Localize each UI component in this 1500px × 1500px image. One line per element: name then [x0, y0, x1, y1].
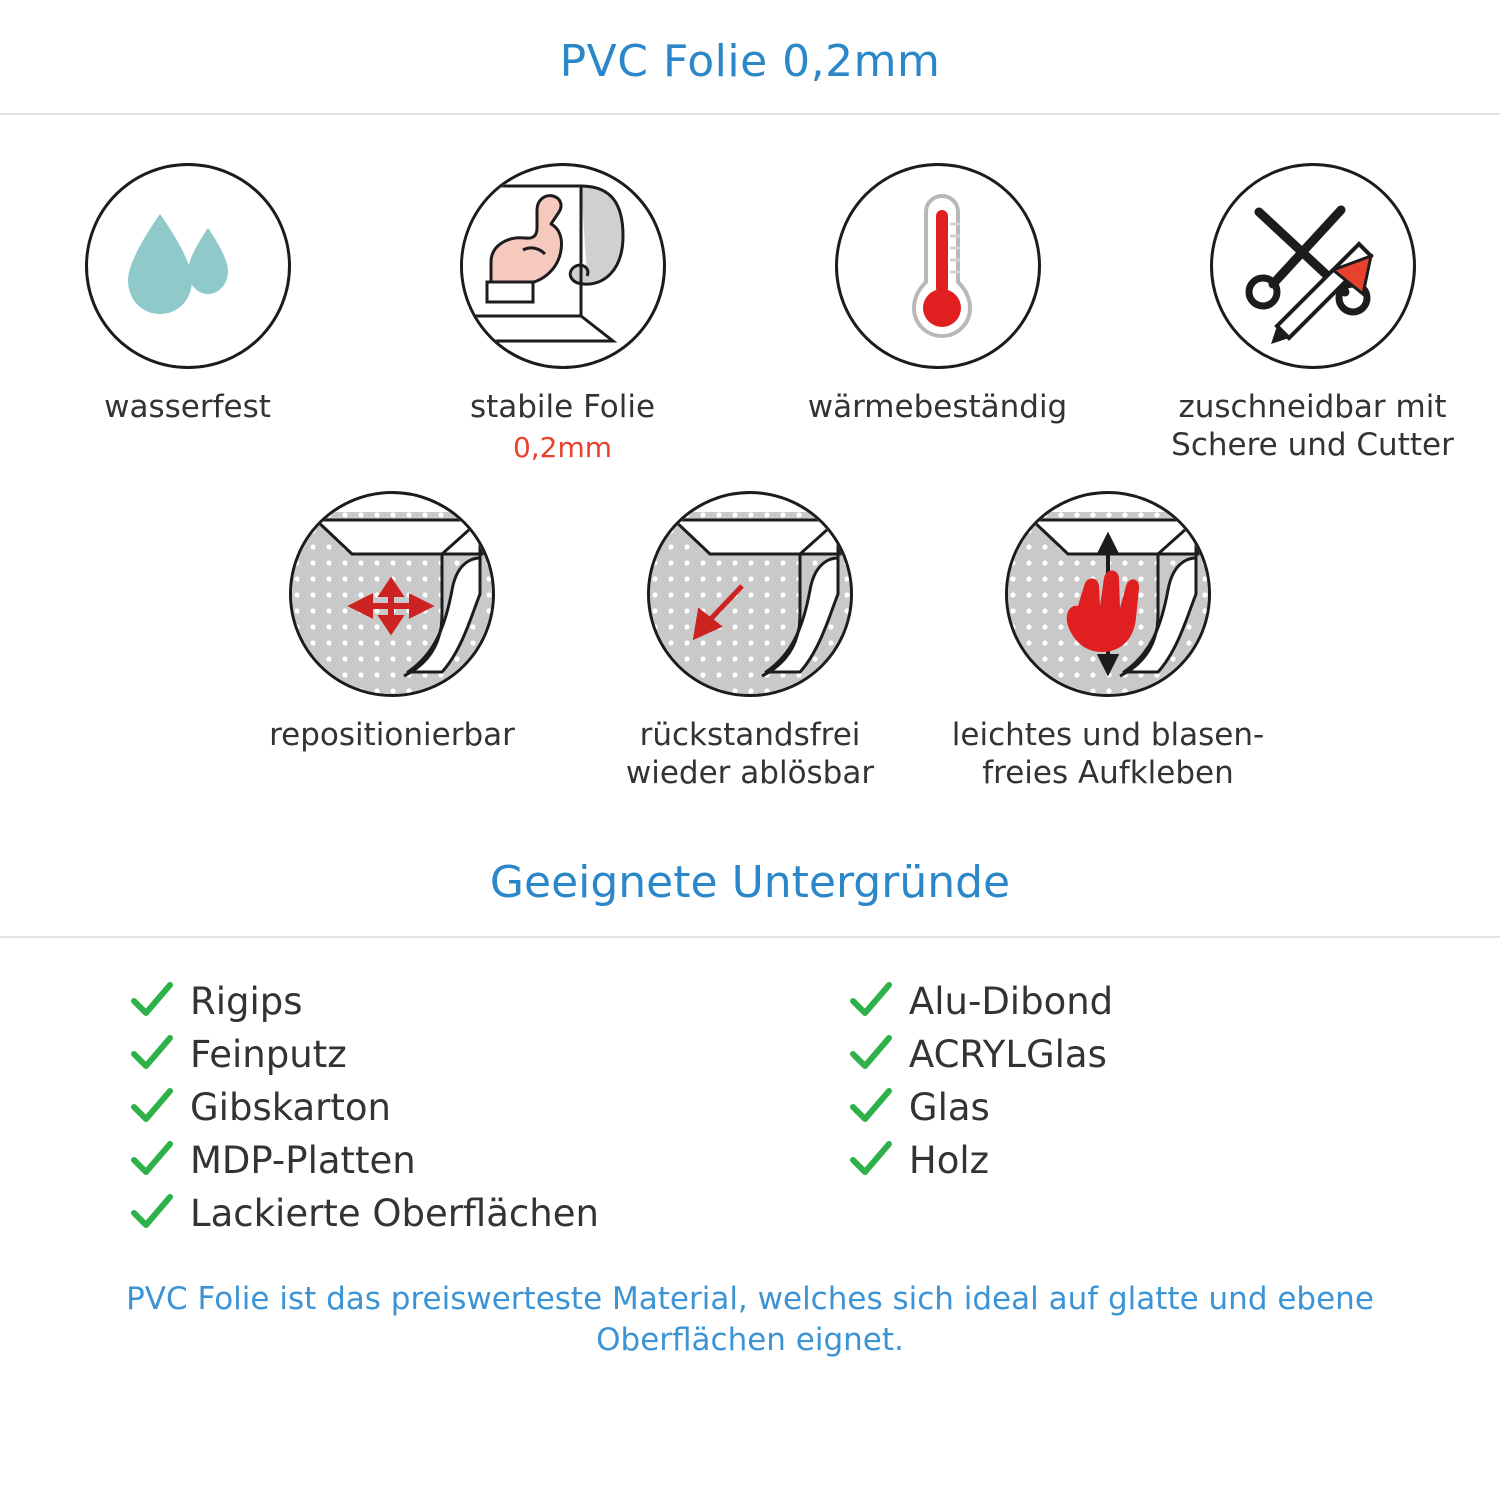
- check-mark-icon: [849, 981, 893, 1021]
- list-item-label: Gibskarton: [190, 1085, 391, 1129]
- hand-smoothing-icon: [1008, 494, 1208, 694]
- check-mark-icon: [130, 1087, 174, 1127]
- check-mark-icon: [130, 1034, 174, 1074]
- check-mark-icon: [130, 981, 174, 1021]
- feature-caption: [943, 717, 1273, 793]
- list-item-label: MDP-Platten: [190, 1138, 416, 1182]
- list-item: [849, 980, 1113, 1023]
- feature-wasserfest: [0, 163, 375, 427]
- substrates-lists: [0, 980, 1500, 1245]
- feature-caption: [808, 389, 1068, 427]
- feature-icon-circle: [1005, 491, 1211, 697]
- list-item: [130, 1033, 599, 1076]
- feature-icon-circle: [647, 491, 853, 697]
- feature-repositionierbar: [213, 491, 571, 755]
- feature-rueckstandsfrei: [571, 491, 929, 793]
- feature-caption: [104, 389, 271, 427]
- water-drops-icon: [88, 166, 288, 366]
- feature-zuschneidbar: [1125, 163, 1500, 465]
- list-item: [849, 1139, 1113, 1182]
- list-item: [130, 980, 599, 1023]
- divider-middle: [0, 936, 1500, 938]
- reposition-arrows-icon: [292, 494, 492, 694]
- list-item-label: Feinputz: [190, 1032, 347, 1076]
- scissors-cutter-icon: [1213, 166, 1413, 366]
- substrates-column-left: [130, 980, 599, 1245]
- footer-note: PVC Folie ist das preiswerteste Material, welches sich ideal auf glatte und ebene Oberflächen eignet.: [126, 1280, 1374, 1358]
- feature-stabile-folie: [375, 163, 750, 465]
- strong-arm-film-icon: [463, 166, 663, 366]
- check-mark-icon: [849, 1140, 893, 1180]
- feature-caption: [470, 389, 655, 465]
- feature-icon-circle: [1210, 163, 1416, 369]
- substrates-column-right: [849, 980, 1113, 1245]
- feature-row-2: [0, 491, 1500, 793]
- check-mark-icon: [849, 1087, 893, 1127]
- list-item-label: ACRYLGlas: [908, 1032, 1107, 1076]
- check-mark-icon: [849, 1034, 893, 1074]
- list-item-label: Alu-Dibond: [908, 979, 1114, 1023]
- feature-label: wasserfest: [104, 389, 271, 425]
- divider-top: [0, 113, 1500, 115]
- feature-label: leichtes und blasen- freies Aufkleben: [951, 716, 1265, 791]
- feature-caption: [1148, 389, 1478, 465]
- feature-icon-circle: [85, 163, 291, 369]
- list-item-label: Lackierte Oberflächen: [190, 1191, 599, 1235]
- substrates-title: Geeignete Untergründe: [489, 856, 1011, 908]
- feature-label: zuschneidbar mit Schere und Cutter: [1171, 389, 1454, 463]
- list-item-label: Glas: [908, 1085, 990, 1129]
- check-mark-icon: [130, 1140, 174, 1180]
- list-item-label: Holz: [908, 1138, 990, 1182]
- feature-sublabel: 0,2mm: [512, 430, 613, 464]
- list-item: [849, 1033, 1113, 1076]
- feature-label: stabile Folie: [469, 389, 656, 425]
- feature-waermebestaendig: [750, 163, 1125, 427]
- list-item: [130, 1192, 599, 1235]
- peel-off-arrow-icon: [650, 494, 850, 694]
- feature-caption: [585, 717, 915, 793]
- feature-icon-circle: [835, 163, 1041, 369]
- list-item: [130, 1139, 599, 1182]
- list-item: [130, 1086, 599, 1129]
- feature-label: wärmebeständig: [807, 389, 1068, 425]
- feature-caption: [269, 717, 515, 755]
- list-item-label: Rigips: [190, 979, 303, 1023]
- feature-icon-circle: [460, 163, 666, 369]
- thermometer-icon: [838, 166, 1038, 366]
- feature-label: repositionierbar: [269, 716, 515, 753]
- feature-row-1: [0, 163, 1500, 465]
- feature-label: rückstandsfrei wieder ablösbar: [625, 716, 875, 791]
- feature-aufkleben: [929, 491, 1287, 793]
- list-item: [849, 1086, 1113, 1129]
- feature-icon-circle: [289, 491, 495, 697]
- check-mark-icon: [130, 1193, 174, 1233]
- page-title: PVC Folie 0,2mm: [559, 36, 941, 87]
